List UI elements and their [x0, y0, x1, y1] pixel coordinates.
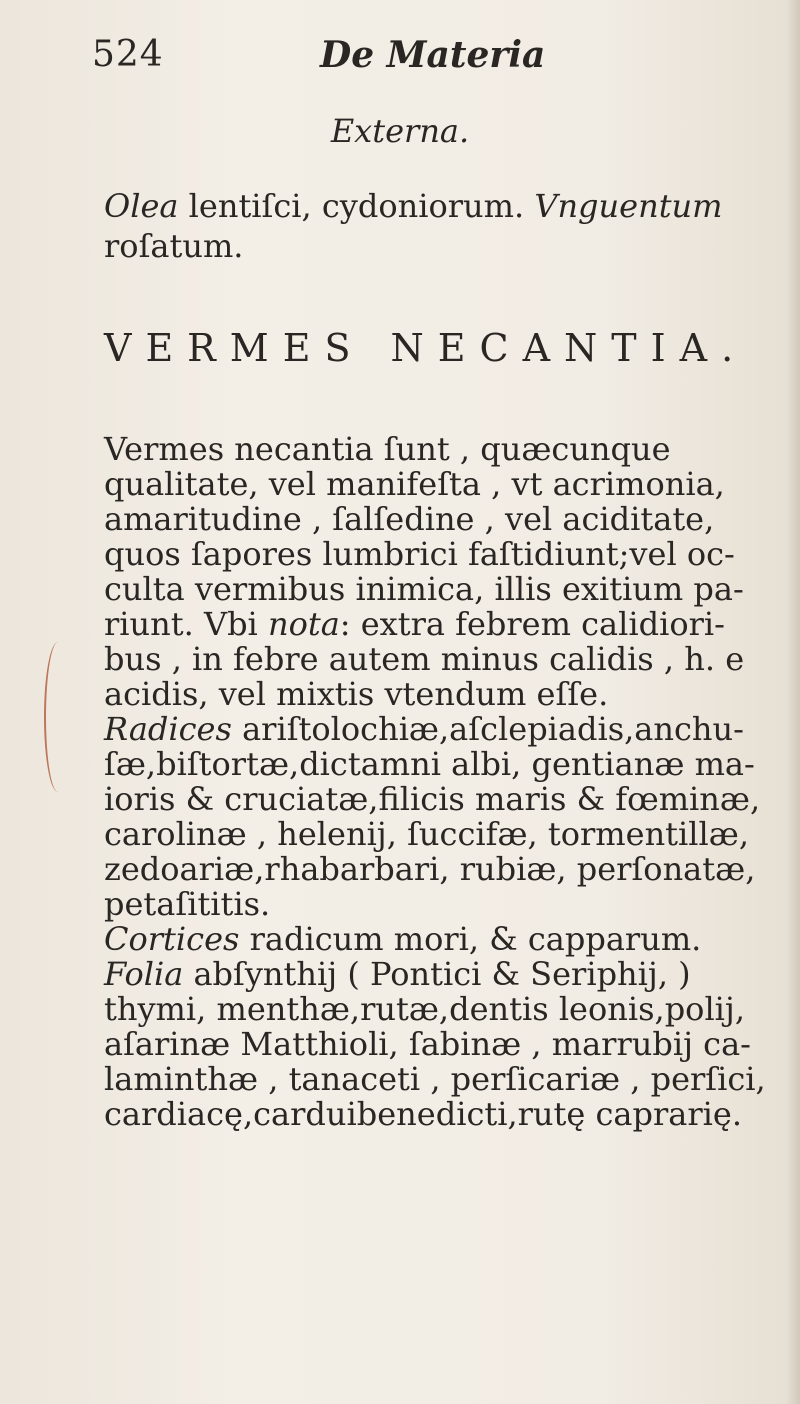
term-folia: Folia [104, 955, 184, 993]
text-line: bus , in febre autem minus calidis , h. e [104, 640, 745, 678]
text-line [104, 712, 794, 747]
text-line: cardiacę,carduibenedicti,rutę caprarię. [104, 1095, 742, 1133]
term-olea: Olea [104, 187, 179, 225]
text-span: abſynthij ( Pontici & Seriphij, ) [183, 955, 691, 993]
text-line [104, 957, 794, 992]
text-line: ſæ,biſtortæ,dictamni albi, gentianæ ma- [104, 745, 755, 783]
term-nota: nota [267, 605, 340, 643]
text-span: ariſtolochiæ,aſclepiadis,anchu- [231, 710, 744, 748]
term-radices: Radices [104, 710, 232, 748]
term-cortices: Cortices [104, 920, 240, 958]
text-span: radicum mori, & capparum. [239, 920, 702, 958]
text-line: Vermes necantia ſunt , quæcunque [104, 430, 671, 468]
paragraph-vermes [104, 432, 794, 1132]
text-line: laminthæ , tanaceti , perſicariæ , perſici, [104, 1060, 766, 1098]
text-line: carolinæ , helenij, ſuccifæ, tormentillæ, [104, 815, 749, 853]
text-line [104, 607, 794, 642]
paragraph-olea [104, 186, 794, 266]
running-title: De Materia [320, 34, 546, 76]
text-line: zedoariæ,rhabarbari, rubiæ, perſonatæ, [104, 850, 756, 888]
text-line: roſatum. [104, 227, 244, 265]
text-line: ioris & cruciatæ,filicis maris & fœminæ, [104, 780, 761, 818]
text-line [104, 922, 794, 957]
text-line: qualitate, vel manifeſta , vt acrimonia, [104, 465, 725, 503]
page-number: 524 [92, 34, 164, 75]
section-label: Externa. [330, 112, 470, 150]
text-line: petaſititis. [104, 885, 271, 923]
text-span: lentiſci, cydoniorum. [178, 187, 535, 225]
text-line: quos ſapores lumbrici faſtidiunt;vel oc- [104, 535, 735, 573]
text-span: riunt. Vbi [104, 605, 268, 643]
text-line: aſarinæ Matthioli, ſabinæ , marrubij ca- [104, 1025, 751, 1063]
text-line: thymi, menthæ,rutæ,dentis leonis,polij, [104, 990, 745, 1028]
text-line: acidis, vel mixtis vtendum eſſe. [104, 675, 609, 713]
term-unguentum: Vnguentum [534, 187, 723, 225]
text-line: culta vermibus inimica, illis exitium pa- [104, 570, 744, 608]
text-line: amaritudine , ſalſedine , vel aciditate, [104, 500, 715, 538]
text-span: : extra febrem calidiori- [339, 605, 725, 643]
margin-ink-mark [44, 642, 72, 792]
text-line [104, 186, 794, 226]
section-heading: VERMES NECANTIA. [104, 326, 748, 370]
